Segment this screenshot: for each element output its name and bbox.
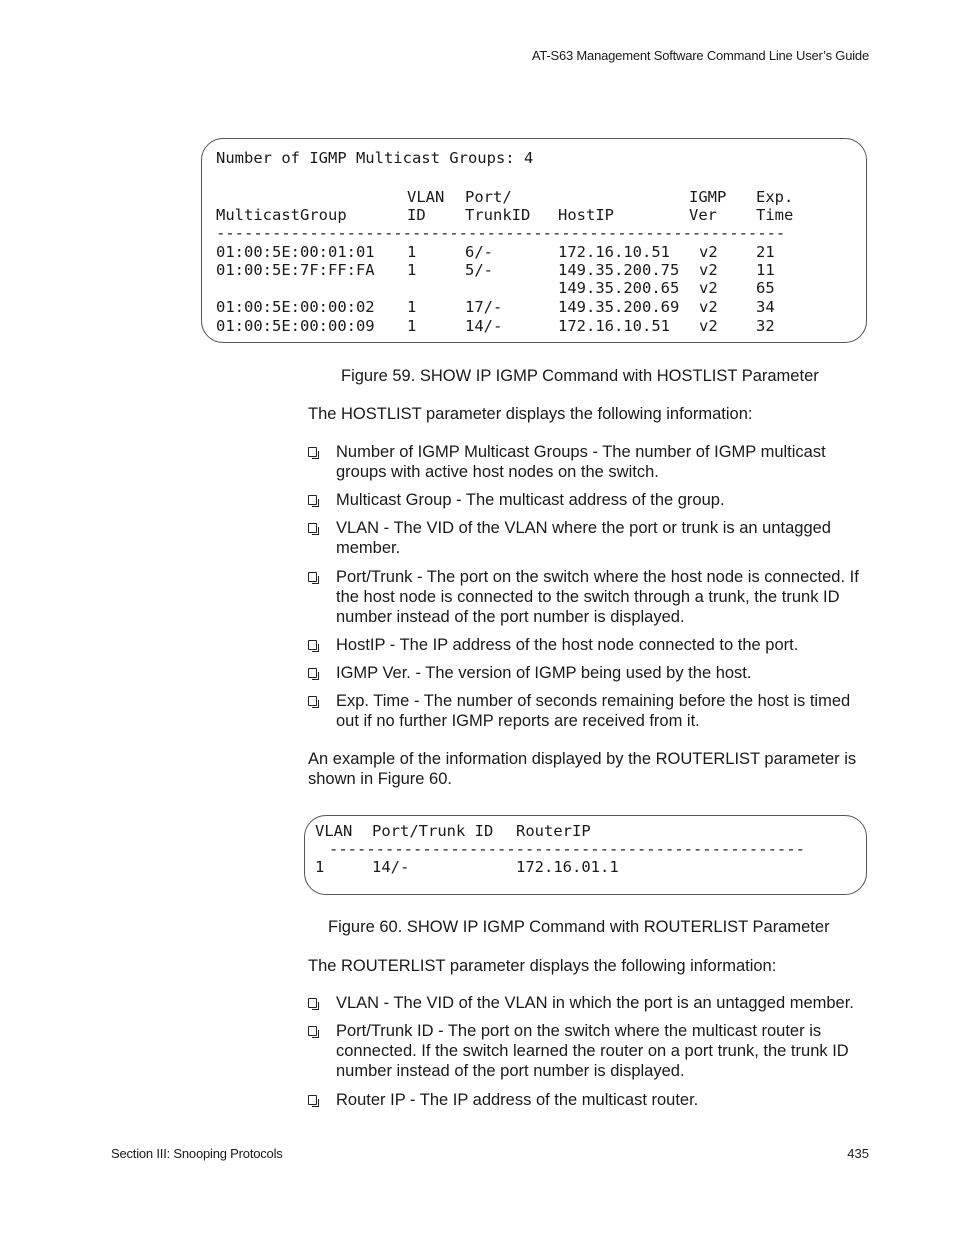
row-5-port: 14/- [465,317,503,335]
list-item [308,663,873,683]
row-3-ver: v2 [699,279,718,297]
row-1-vlan: 1 [407,243,417,261]
row-5-group: 01:00:5E:00:00:09 [216,317,375,335]
row-3-time: 65 [756,279,775,297]
list-item-text: IGMP Ver. - The version of IGMP being used by the host. [336,664,752,682]
row-4-group: 01:00:5E:00:00:02 [216,298,375,316]
row-3-host: 149.35.200.65 [558,279,680,297]
router-row-port: 14/- [372,858,410,876]
row-2-time: 11 [756,261,775,279]
list-item [308,1021,873,1081]
row-2-host: 149.35.200.75 [558,261,680,279]
figure-60-output-box [304,815,867,895]
col-vlan: VLAN [315,822,353,840]
bullet-icon [308,998,317,1008]
row-1-host: 172.16.10.51 [558,243,670,261]
col-host-ip: HostIP [558,206,614,224]
col-exp-time: Time [756,206,794,224]
bullet-icon [308,696,317,706]
list-item [308,993,873,1013]
list-item-text: HostIP - The IP address of the host node connected to the port. [336,636,799,654]
list-item [308,1090,873,1110]
col-vlan-top: VLAN [407,188,445,206]
header-rule: --------------------------------------------------- [329,840,805,858]
header-rule: ------------------------------------------------------------- [216,224,786,242]
bullet-icon [308,1026,317,1036]
list-item-text: VLAN - The VID of the VLAN where the port or trunk is an untagged member. [336,519,831,557]
bullet-icon [308,1095,317,1105]
col-trunk-id: TrunkID [465,206,531,224]
list-item [308,442,873,482]
footer-section: Section III: Snooping Protocols [111,1146,283,1161]
col-igmp-top: IGMP [689,188,727,206]
row-1-port: 6/- [465,243,493,261]
col-vlan-id: ID [407,206,426,224]
row-1-group: 01:00:5E:00:01:01 [216,243,375,261]
row-5-vlan: 1 [407,317,417,335]
row-2-ver: v2 [699,261,718,279]
list-item-text: VLAN - The VID of the VLAN in which the port is an untagged member. [336,994,854,1012]
list-item-text: Exp. Time - The number of seconds remaining before the host is timed out if no further IGMP reports are received from it. [336,692,851,730]
figure-60-caption: Figure 60. SHOW IP IGMP Command with ROUTERLIST Parameter [328,918,830,936]
bullet-icon [308,523,317,533]
list-item-text: Number of IGMP Multicast Groups - The number of IGMP multicast groups with active host nodes on the switch. [336,443,826,481]
row-4-port: 17/- [465,298,503,316]
bullet-icon [308,668,317,678]
col-router-ip: RouterIP [516,822,591,840]
hostlist-intro: The HOSTLIST parameter displays the following information: [308,405,753,423]
figure-59-output-box [201,138,867,343]
router-row-vlan: 1 [315,858,325,876]
figure-59-caption: Figure 59. SHOW IP IGMP Command with HOSTLIST Parameter [341,367,819,385]
routerlist-example-intro: An example of the information displayed by the ROUTERLIST parameter is shown in Figure 60. [308,750,857,788]
list-item-text: Port/Trunk - The port on the switch where the host node is connected. If the host node is connected to the switch through a trunk, the trunk ID number instead of the port number is displayed. [336,568,859,626]
row-1-ver: v2 [699,243,718,261]
router-row-ip: 172.16.01.1 [516,858,619,876]
row-5-host: 172.16.10.51 [558,317,670,335]
list-item-text: Port/Trunk ID - The port on the switch where the multicast router is connected. If the switch learned the router on a port trunk, the trunk ID number instead of the port number is displayed. [336,1022,849,1080]
row-2-vlan: 1 [407,261,417,279]
list-item [308,490,873,510]
col-exp-top: Exp. [756,188,794,206]
bullet-icon [308,572,317,582]
row-5-ver: v2 [699,317,718,335]
col-port-top: Port/ [465,188,512,206]
bullet-icon [308,447,317,457]
row-2-group: 01:00:5E:7F:FF:FA [216,261,375,279]
col-multicast-group: MulticastGroup [216,206,347,224]
page-number: 435 [847,1146,869,1161]
list-item-text: Router IP - The IP address of the multicast router. [336,1091,699,1109]
list-item-text: Multicast Group - The multicast address of the group. [336,491,725,509]
row-4-vlan: 1 [407,298,417,316]
list-item [308,691,873,731]
col-igmp-ver: Ver [689,206,717,224]
igmp-group-count: Number of IGMP Multicast Groups: 4 [216,149,534,167]
row-2-port: 5/- [465,261,493,279]
running-header: AT-S63 Management Software Command Line User’s Guide [531,48,869,63]
row-4-host: 149.35.200.69 [558,298,680,316]
bullet-icon [308,495,317,505]
row-1-time: 21 [756,243,775,261]
col-port-trunk-id: Port/Trunk ID [372,822,494,840]
list-item [308,518,873,558]
row-4-time: 34 [756,298,775,316]
row-4-ver: v2 [699,298,718,316]
bullet-icon [308,640,317,650]
row-5-time: 32 [756,317,775,335]
list-item [308,567,873,627]
routerlist-intro: The ROUTERLIST parameter displays the following information: [308,957,777,975]
list-item [308,635,873,655]
